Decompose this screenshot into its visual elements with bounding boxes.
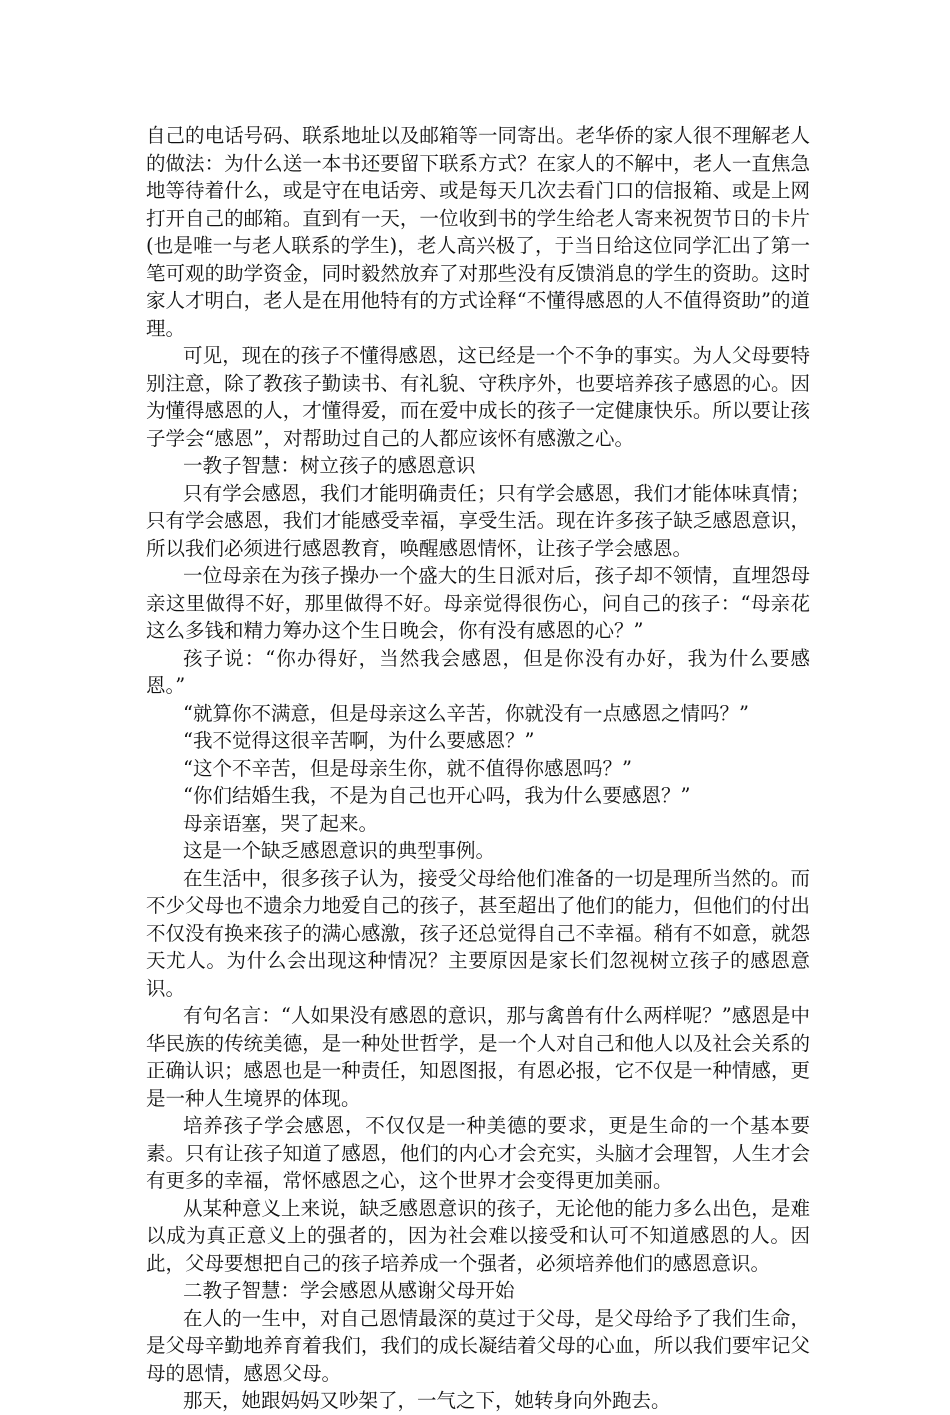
document-body: [146, 122, 810, 1415]
paragraph: 在人的一生中，对自己恩情最深的莫过于父母，是父母给予了我们生命，是父母辛勤地养育着我们，我们的成长凝结着父母的心血，所以我们要牢记父母的恩情，感恩父母。: [146, 1306, 810, 1385]
paragraph: 培养孩子学会感恩，不仅仅是一种美德的要求，更是生命的一个基本要素。只有让孩子知道了感恩，他们的内心才会充实，头脑才会理智，人生才会有更多的幸福，常怀感恩之心，这个世界才会变得更加美丽。: [146, 1114, 810, 1192]
paragraph: 可见，现在的孩子不懂得感恩，这已经是一个不争的事实。为人父母要特别注意，除了教孩子勤读书、有礼貌、守秩序外，也要培养孩子感恩的心。因为懂得感恩的人，才懂得爱，而在爱中成长的孩子一定健康快乐。所以要让孩子学会“感恩”，对帮助过自己的人都应该怀有感激之心。: [146, 344, 810, 450]
paragraph: 有句名言：“人如果没有感恩的意识，那与禽兽有什么两样呢？”感恩是中华民族的传统美德，是一种处世哲学，是一个人对自己和他人以及社会关系的正确认识；感恩也是一种责任，知恩图报，有恩必报，它不仅是一种情感，更是一种人生境界的体现。: [146, 1004, 810, 1110]
paragraph: 只有学会感恩，我们才能明确责任；只有学会感恩，我们才能体味真情；只有学会感恩，我们才能感受幸福，享受生活。现在许多孩子缺乏感恩意识，所以我们必须进行感恩教育，唤醒感恩情怀，让孩子学会感恩。: [146, 481, 810, 560]
dialogue-line: “我不觉得这很辛苦啊，为什么要感恩？”: [183, 729, 535, 752]
paragraph: 从某种意义上来说，缺乏感恩意识的孩子，无论他的能力多么出色，是难以成为真正意义上的强者的，因为社会难以接受和认可不知道感恩的人。因此，父母要想把自己的孩子培养成一个强者，必须培养他们的感恩意识。: [146, 1196, 810, 1275]
dialogue-line: 孩子说：“你办得好，当然我会感恩，但是你没有办好，我为什么要感恩。”: [146, 646, 810, 697]
paragraph: 那天，她跟妈妈又吵架了，一气之下，她转身向外跑去。: [183, 1389, 671, 1412]
paragraph: 这是一个缺乏感恩意识的典型事例。: [183, 839, 496, 862]
dialogue-line: “就算你不满意，但是母亲这么辛苦，你就没有一点感恩之情吗？”: [183, 701, 749, 725]
section-heading: 一教子智慧：树立孩子的感恩意识: [183, 454, 476, 477]
paragraph: 母亲语塞，哭了起来。: [183, 811, 379, 835]
paragraph: 一位母亲在为孩子操办一个盛大的生日派对后，孩子却不领情，直埋怨母亲这里做得不好，那里做得不好。母亲觉得很伤心，问自己的孩子：“母亲花这么多钱和精力筹办这个生日晚会，你有没有感恩的心？”: [146, 564, 810, 642]
paragraph: 自己的电话号码、联系地址以及邮箱等一同寄出。老华侨的家人很不理解老人的做法：为什么送一本书还要留下联系方式？在家人的不解中，老人一直焦急地等待着什么，或是守在电话旁、或是每天几次去看门口的信报箱、或是上网打开自己的邮箱。直到有一天，一位收到书的学生给老人寄来祝贺节日的卡片(也是唯一与老人联系的学生)，老人高兴极了，于当日给这位同学汇出了第一笔可观的助学资金，同时毅然放弃了对那些没有反馈消息的学生的资助。这时家人才明白，老人是在用他特有的方式诠释“不懂得感恩的人不值得资助”的道理。: [146, 124, 810, 340]
dialogue-line: “这个不辛苦，但是母亲生你，就不值得你感恩吗？”: [183, 756, 632, 780]
section-heading: 二教子智慧：学会感恩从感谢父母开始: [183, 1279, 515, 1302]
paragraph: 在生活中，很多孩子认为，接受父母给他们准备的一切是理所当然的。而不少父母也不遗余力地爱自己的孩子，甚至超出了他们的能力，但他们的付出不仅没有换来孩子的满心感激，孩子还总觉得自己不幸福。稍有不如意，就怨天尤人。为什么会出现这种情况？主要原因是家长们忽视树立孩子的感恩意识。: [146, 866, 810, 1000]
dialogue-line: “你们结婚生我，不是为自己也开心吗，我为什么要感恩？”: [183, 784, 691, 807]
